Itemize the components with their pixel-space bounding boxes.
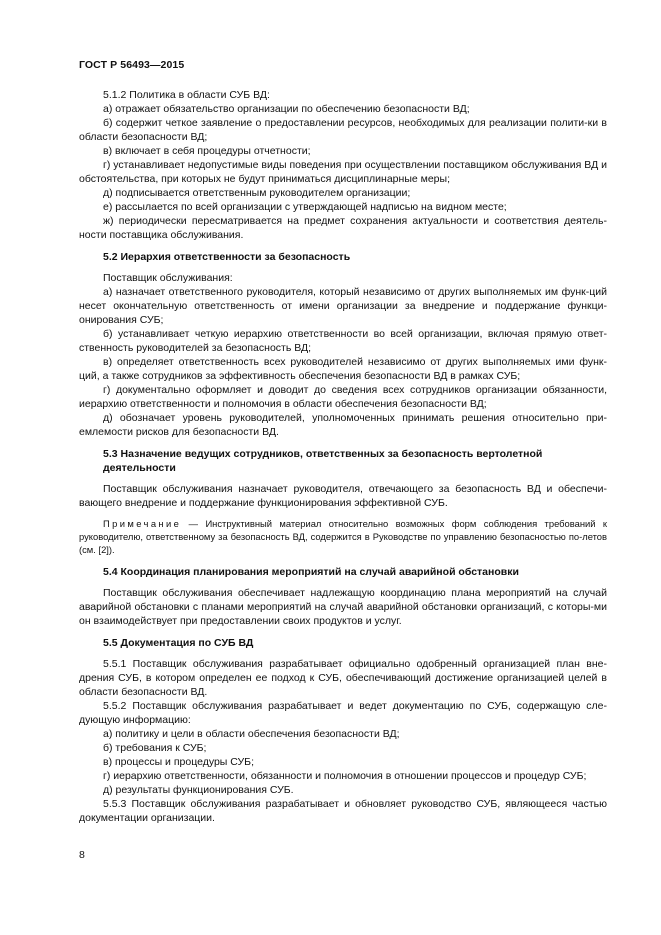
list-item: в) процессы и процедуры СУБ; bbox=[103, 756, 254, 768]
note bbox=[79, 517, 607, 556]
list-item: а) политику и цели в области обеспечения безопасности ВД; bbox=[103, 728, 400, 740]
document-header: ГОСТ Р 56493—2015 bbox=[79, 59, 185, 71]
section-5-5-heading: 5.5 Документация по СУБ ВД bbox=[103, 637, 254, 649]
note-label: Примечание bbox=[103, 518, 182, 529]
page-number: 8 bbox=[79, 849, 85, 861]
document-body bbox=[79, 88, 607, 825]
list-item: г) иерархию ответственности, обязанности и полномочия в отношении процессов и процедур СУБ; bbox=[103, 770, 587, 782]
clause-5-5-1: 5.5.1 Поставщик обслуживания разрабатывает официально одобренный организацией план вне-дрения СУБ, в котором определен ее подход к СУБ, обеспечивающий достижение организацией целей в области безопасности ВД. bbox=[79, 658, 607, 698]
list-item: г) устанавливает недопустимые виды поведения при осуществлении поставщиком обслуживания ВД и обстоятельства, при которых не будут приниматься дисциплинарные меры; bbox=[79, 159, 607, 185]
note-text: — Инструктивный материал относительно возможных форм соблюдения требований к руководителю, ответственному за безопасность ВД, содержится в Руководстве по управлению безопасностью по-летов (см. [2]). bbox=[79, 518, 608, 555]
clause-5-1-2-title: 5.1.2 Политика в области СУБ ВД: bbox=[103, 89, 270, 101]
paragraph: Поставщик обслуживания: bbox=[103, 272, 233, 284]
paragraph: Поставщик обслуживания обеспечивает надлежащую координацию плана мероприятий на случай аварийной обстановки с планами мероприятий на случай аварийной обстановки организаций, с которы-ми он взаимодействует при предоставлении своих продуктов и услуг. bbox=[79, 587, 607, 627]
list-item: д) подписывается ответственным руководителем организации; bbox=[103, 187, 411, 199]
list-item: а) назначает ответственного руководителя, который независимо от других выполняемых им функ-ций несет окончательную ответственность от имени организации за внедрение и поддержание функци-онирования СУБ; bbox=[79, 286, 607, 326]
list-item: г) документально оформляет и доводит до сведения всех сотрудников организации обязанности, иерархию ответственности и полномочия в области обеспечения безопасности ВД; bbox=[79, 384, 607, 410]
list-item: ж) периодически пересматривается на предмет сохранения актуальности и соответствия деятель-ности поставщика обслуживания. bbox=[79, 215, 607, 241]
paragraph: Поставщик обслуживания назначает руководителя, отвечающего за безопасность ВД и обеспечи-вающего внедрение и поддержание функционирования эффективной СУБ. bbox=[79, 483, 607, 509]
clause-5-5-2: 5.5.2 Поставщик обслуживания разрабатывает и ведет документацию по СУБ, содержащую сле-дующую информацию: bbox=[79, 700, 607, 726]
list-item: б) содержит четкое заявление о предоставлении ресурсов, необходимых для реализации полити-ки в области безопасности ВД; bbox=[79, 117, 607, 143]
list-item: а) отражает обязательство организации по обеспечению безопасности ВД; bbox=[103, 103, 470, 115]
section-5-2-heading: 5.2 Иерархия ответственности за безопасность bbox=[103, 251, 351, 263]
list-item: д) обозначает уровень руководителей, уполномоченных принимать решения относительно при-емлемости рисков для безопасности ВД. bbox=[79, 412, 607, 438]
list-item: б) требования к СУБ; bbox=[103, 742, 207, 754]
list-item: б) устанавливает четкую иерархию ответственности во всей организации, включая прямую ответ-ственность руководителей за безопасность ВД; bbox=[79, 328, 607, 354]
clause-5-5-3: 5.5.3 Поставщик обслуживания разрабатывает и обновляет руководство СУБ, являющееся частью документации организации. bbox=[79, 798, 607, 824]
list-item: в) определяет ответственность всех руководителей независимо от других выполняемых ими функ-ций, а также сотрудников за эффективность обеспечения безопасности ВД в рамках СУБ; bbox=[79, 356, 607, 382]
section-5-4-heading: 5.4 Координация планирования мероприятий на случай аварийной обстановки bbox=[103, 566, 519, 578]
list-item: е) рассылается по всей организации с утверждающей надписью на видном месте; bbox=[103, 201, 507, 213]
section-5-3-heading: 5.3 Назначение ведущих сотрудников, ответственных за безопасность вертолетной деятельности bbox=[103, 448, 543, 474]
list-item: д) результаты функционирования СУБ. bbox=[103, 784, 294, 796]
list-item: в) включает в себя процедуры отчетности; bbox=[103, 145, 311, 157]
